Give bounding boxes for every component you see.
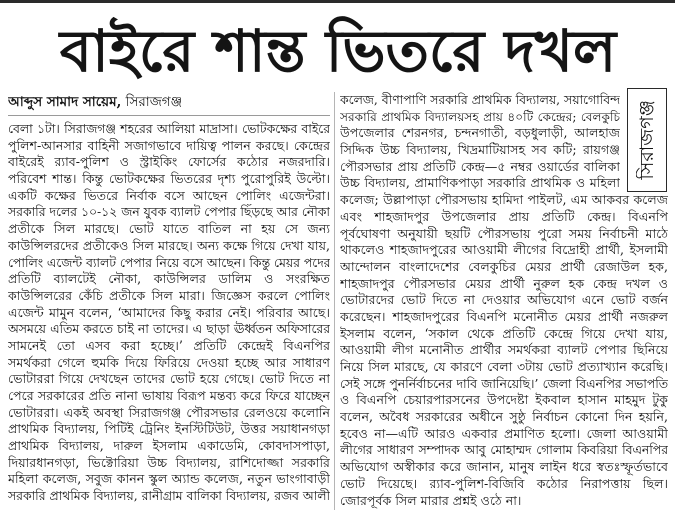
- left-column-line: পোলিং এজেন্ট ব্যালট পেপার নিয়ে বসে আছেন। কিন্তু মেয়র পদের: [8, 255, 330, 270]
- right-column-line: পৌরসভার প্রায় প্রতিটি কেন্দ্র—৫ নম্বর ওয়ার্ডের বালিকা: [340, 158, 620, 174]
- left-column-line: সমর্থকরা গেলে হুমকি দিয়ে ফিরিয়ে দেওয়া হচ্ছে আর সাধারণ: [8, 354, 330, 370]
- left-column-line: বেলা ১টা। সিরাজগঞ্জ শহরের আলিয়া মাদ্রাসা। ভোটকক্ষের বাইরে: [8, 122, 330, 136]
- right-column-line: করেছেন। শাহজাদপুরের বিএনপি মনোনীত মেয়র প্রার্থী নজরুল: [340, 308, 668, 324]
- left-column-line: সরকারি দলের ১০-১২ জন যুবক ব্যালট পেপার ছিঁড়ছে আর নৌকা: [8, 205, 330, 220]
- headline: বাইরে শান্ত ভিতরে দখল: [59, 17, 617, 85]
- left-column-line: প্রাথমিক বিদ্যালয়, পিটিই ট্রেনিং ইনস্টিটিউট, উত্তর সয়াধানগড়া: [8, 421, 330, 437]
- left-column-line: এজেন্ট মামুন বলেন, ‘আমাদের কিছু করার নেই। পরিবার আছে।: [8, 304, 330, 320]
- column-divider: [334, 92, 335, 510]
- right-column-line: সিদ্দিক উচ্চ বিদ্যালয়, খিদ্রমাটিয়াসহ সব কটি; রায়গঞ্জ: [340, 142, 620, 158]
- right-column-line: পূর্বঘোষণা অনুযায়ী ছয়টি পৌরসভায় পুরো সময় নির্বাচনী মাঠে: [340, 225, 668, 241]
- left-column-line: দিয়ারধানগড়া, ভিক্টোরিয়া উচ্চ বিদ্যালয়, রাশিদোজ্জা সরকারি: [8, 454, 330, 470]
- right-column-line: ইসলাম বলেন, ‘সকাল থেকে প্রতিটি কেন্দ্রে গিয়ে দেখা যায়,: [340, 325, 668, 341]
- left-column-line: ভোটাররা গিয়ে দেখছেন তাদের ভোট হয়ে গেছে। ভোট দিতে না: [8, 371, 330, 387]
- right-column-line: জোরপূর্বক সিল মারার প্রশ্নই ওঠে না।: [340, 492, 522, 508]
- left-column-line: প্রাথমিক বিদ্যালয়, দারুল ইসলাম একাডেমি, কোবদাসপাড়া,: [8, 438, 330, 454]
- left-column-line: ভোটাররা। একই অবস্থা সিরাজগঞ্জ পৌরসভার রেলওয়ে কলোনি: [8, 404, 330, 420]
- left-column-line: মহিলা কলেজ, সবুজ কানন স্কুল অ্যান্ড কলেজ, নতুন ভাংগাবাড়ী: [8, 471, 330, 487]
- right-column-line: উচ্চ বিদ্যালয়, প্রামাণিকপাড়া সরকারি প্রাথমিক ও মহিলা: [340, 175, 620, 191]
- section-label: সিরাজগঞ্জ: [636, 100, 658, 180]
- byline-location: সিরাজগঞ্জ: [125, 94, 183, 110]
- left-column-line: প্রতিটি ব্যালটেই নৌকা, কাউন্সিলর ডালিম ও সংরক্ষিত: [8, 271, 330, 287]
- left-column-line: পরিবেশ শান্ত। কিন্তু ভোটকক্ষের ভিতরের দৃশ্য পুরোপুরিই উল্টো।: [8, 171, 330, 187]
- left-column-line: অসময়ে এতিম করতে চাই না তাদের। এ ছাড়া ঊর্ধ্বতন অফিসারের: [8, 322, 330, 337]
- byline-rule: [8, 115, 330, 116]
- right-column-line: কলেজ, বীণাপাণি সরকারি প্রাথমিক বিদ্যালয়, সয়াগোবিন্দ: [340, 93, 620, 107]
- right-column-line: বলেন, অবৈধ সরকারের অধীনে সুষ্ঠু নির্বাচন কোনো দিন হয়নি,: [340, 409, 668, 425]
- left-column-line: একটি কক্ষের ভিতরে নির্বাক বসে আছেন পোলিং এজেন্টরা।: [8, 187, 330, 203]
- right-column-line: নিয়ে সিল মারছে, যে কারণে বেলা ৩টায় ভোট প্রত্যাখ্যান করেছি।: [340, 359, 668, 374]
- right-column: [340, 92, 668, 509]
- left-column-line: সরকারি প্রাথমিক বিদ্যালয়, রানীগ্রাম বালিকা বিদ্যালয়, রজব আলী: [8, 489, 330, 504]
- right-column-line: ও বিএনপি চেয়ারপারসনের উপদেষ্টা ইকবাল হাসান মাহমুদ টুকু: [340, 392, 668, 408]
- right-column-line: এবং শাহজাদপুর উপজেলার প্রায় প্রতিটি কেন্দ্র। বিএনপি: [340, 208, 668, 224]
- right-column-line: ভোট দিয়েছে। র‌্যাব-পুলিশ-বিজিবি কঠোর নিরাপত্তায় ছিল।: [340, 475, 668, 491]
- right-column-line: কলেজ; উল্লাপাড়া পৌরসভায় হামিদা পাইলট, এম আকবর কলেজ: [340, 192, 668, 208]
- left-column-line: সামনেই তো এসব করা হচ্ছে।’ প্রতিটি কেন্দ্রেই বিএনপির: [8, 337, 330, 353]
- right-column-line: সেই সঙ্গে পুনর্নির্বাচনের দাবি জানিয়েছি।’ জেলা বিএনপির সভাপতি: [340, 376, 668, 391]
- right-column-line: হবেও না—এটি আরও একবার প্রমাণিত হলো। জেলা আওয়ামী: [340, 425, 668, 441]
- byline: [8, 92, 330, 112]
- right-column-line: থাকলেও শাহজাদপুরের আওয়ামী লীগের বিদ্রোহী প্রার্থী, ইসলামী: [340, 242, 668, 258]
- right-column-line: ভোটারদের ভোট দিতে না দেওয়ার অভিযোগ এনে ভোট বর্জন: [340, 292, 668, 308]
- byline-author: আব্দুস সামাদ সায়েম,: [8, 94, 122, 110]
- right-column-line: অভিযোগ অস্বীকার করে জানান, মানুষ লাইন ধরে স্বতঃস্ফূর্তভাবে: [340, 459, 668, 475]
- left-column-line: পেরে সরকারের প্রতি নানা ভাষায় বিরূপ মন্তব্য করে ফিরে যাচ্ছেন: [8, 388, 330, 403]
- right-column-line: সরকারি প্রাথমিক বিদ্যালয়সহ প্রায় ৪০টি কেন্দ্রের; বেলকুচি: [340, 109, 620, 124]
- left-column-line: কাউন্সিলরদের প্রতীকেও সিল মারছে। অন্য কক্ষে গিয়ে দেখা যায়,: [8, 237, 330, 253]
- left-column: [8, 121, 330, 505]
- left-column-line: পুলিশ-আনসার বাহিনী সজাগভাবে দায়িত্ব পালন করছে। কেন্দ্রের: [8, 137, 330, 153]
- right-column-line: আন্দোলন বাংলাদেশের বেলকুচির মেয়র প্রার্থী রেজাউল হক,: [340, 258, 668, 274]
- left-column-line: কাউন্সিলরের কেঁচি প্রতীকে সিল মারা। জিজ্ঞেস করলে পোলিং: [8, 287, 330, 303]
- right-column-line: আওয়ামী লীগ মনোনীত প্রার্থীর সমর্থকরা ব্যালট পেপার ছিনিয়ে: [340, 342, 668, 358]
- top-border: [0, 0, 675, 3]
- left-column-line: বাইরেই র‌্যাব-পুলিশ ও স্ট্রাইকিং ফোর্সের কঠোর নজরদারি।: [8, 154, 330, 170]
- right-column-line: উপজেলার শেরনগর, চন্দনগাতী, বড়ধুলাড়ী, আলহাজ: [340, 125, 620, 141]
- left-column-line: প্রতীকে সিল মারছে। ভোট যাতে বাতিল না হয় সে জন্য: [8, 221, 330, 237]
- right-column-line: শাহজাদপুর পৌরসভার মেয়র প্রার্থী নুরুল হক কেন্দ্র দখল ও: [340, 275, 668, 291]
- right-column-line: লীগের সাধারণ সম্পাদক আবু মোহাম্মদ গোলাম কিবরিয়া বিএনপির: [340, 443, 668, 458]
